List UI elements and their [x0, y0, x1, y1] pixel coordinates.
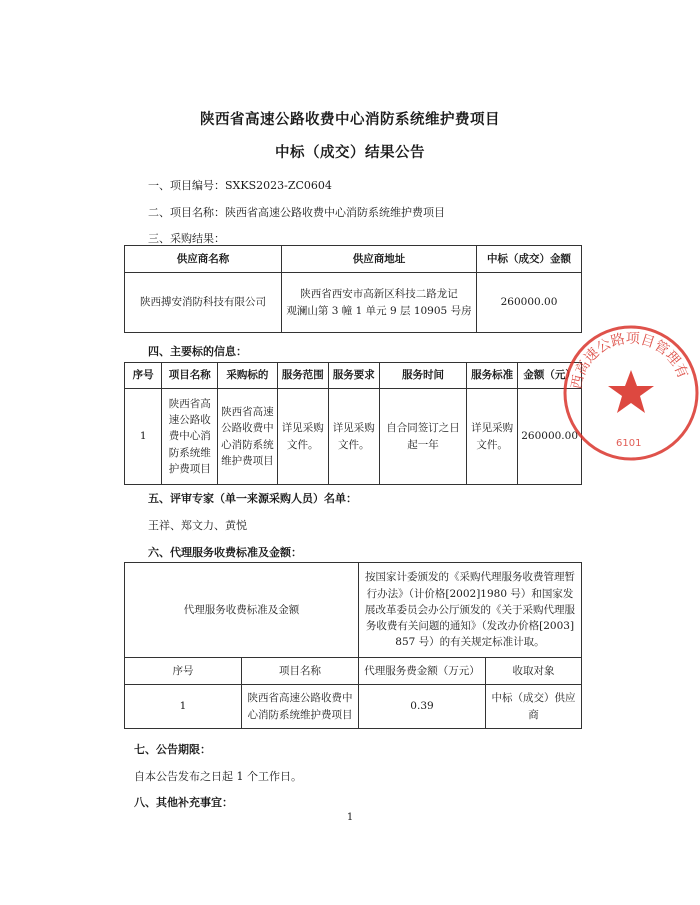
- seal-arc-text: 西高速公路项目管理有: [568, 330, 691, 391]
- fee-header-no: 序号: [125, 658, 242, 685]
- item-header-requirement: 服务要求: [328, 363, 379, 389]
- item-project: 陕西省高速公路收费中心消防系统维护费项目: [162, 389, 218, 485]
- page-number: 1: [346, 812, 354, 823]
- experts-list: 王祥、郑文力、黄悦: [148, 519, 247, 532]
- result-supplier: 陕西搏安消防科技有限公司: [125, 273, 282, 333]
- fee-no: 1: [125, 685, 242, 729]
- section-other-matters: 八、其他补充事宜：: [134, 796, 233, 809]
- fee-label: 代理服务收费标准及金额: [125, 563, 359, 658]
- result-header-amount: 中标（成交）金额: [477, 246, 582, 273]
- item-requirement: 详见采购文件。: [328, 389, 379, 485]
- item-standard: 详见采购文件。: [467, 389, 518, 485]
- result-header-address: 供应商地址: [282, 246, 477, 273]
- item-header-no: 序号: [125, 363, 162, 389]
- item-header-time: 服务时间: [379, 363, 466, 389]
- item-header-standard: 服务标准: [467, 363, 518, 389]
- project-number-line: 一、项目编号：SXKS2023-ZC0604: [148, 179, 332, 192]
- document-subtitle: 中标（成交）结果公告: [275, 145, 425, 161]
- item-time: 自合同签订之日起一年: [379, 389, 466, 485]
- item-scope: 详见采购文件。: [277, 389, 328, 485]
- result-address-line2: 观澜山第 3 幢 1 单元 9 层 10905 号房: [286, 304, 472, 317]
- project-name-line: 二、项目名称：陕西省高速公路收费中心消防系统维护费项目: [148, 206, 445, 219]
- fee-header-project: 项目名称: [242, 658, 359, 685]
- item-header-project: 项目名称: [162, 363, 218, 389]
- fee-description: 按国家计委颁发的《采购代理服务收费管理暂行办法》（计价格[2002]1980 号）和国家发展改革委员会办公厅颁发的《关于采购代理服务收费有关问题的通知》（发改办价格[2003] 857 号）的有关规定标准计取。: [359, 563, 582, 658]
- section-announcement-period: 七、公告期限：: [134, 743, 211, 756]
- result-amount: 260000.00: [477, 273, 582, 333]
- seal-star-icon: [608, 370, 654, 413]
- section-agency-fee: 六、代理服务收费标准及金额：: [148, 546, 302, 559]
- result-header-supplier: 供应商名称: [125, 246, 282, 273]
- item-subject: 陕西省高速公路收费中心消防系统维护费项目: [218, 389, 278, 485]
- document-title: 陕西省高速公路收费中心消防系统维护费项目: [200, 112, 500, 128]
- result-address-line1: 陕西省西安市高新区科技二路龙记: [300, 288, 458, 301]
- fee-project: 陕西省高速公路收费中心消防系统维护费项目: [242, 685, 359, 729]
- fee-payer: 中标（成交）供应商: [486, 685, 582, 729]
- fee-table: [124, 562, 582, 729]
- seal-code: 6101: [616, 438, 642, 449]
- section-main-items: 四、主要标的信息：: [148, 345, 247, 358]
- announcement-period: 自本公告发布之日起 1 个工作日。: [134, 770, 302, 783]
- item-header-scope: 服务范围: [277, 363, 328, 389]
- item-table: [124, 362, 582, 485]
- official-seal: [556, 318, 700, 468]
- fee-header-amount: 代理服务费金额（万元）: [359, 658, 486, 685]
- result-address: [282, 273, 477, 333]
- item-no: 1: [125, 389, 162, 485]
- fee-header-payer: 收取对象: [486, 658, 582, 685]
- section-experts: 五、评审专家（单一来源采购人员）名单：: [148, 492, 357, 505]
- item-header-subject: 采购标的: [218, 363, 278, 389]
- section-procurement-result: 三、采购结果：: [148, 232, 225, 245]
- result-table: [124, 245, 582, 333]
- item-header-amount: 金额（元）: [518, 363, 582, 389]
- item-amount: 260000.00: [518, 389, 582, 485]
- fee-amount: 0.39: [359, 685, 486, 729]
